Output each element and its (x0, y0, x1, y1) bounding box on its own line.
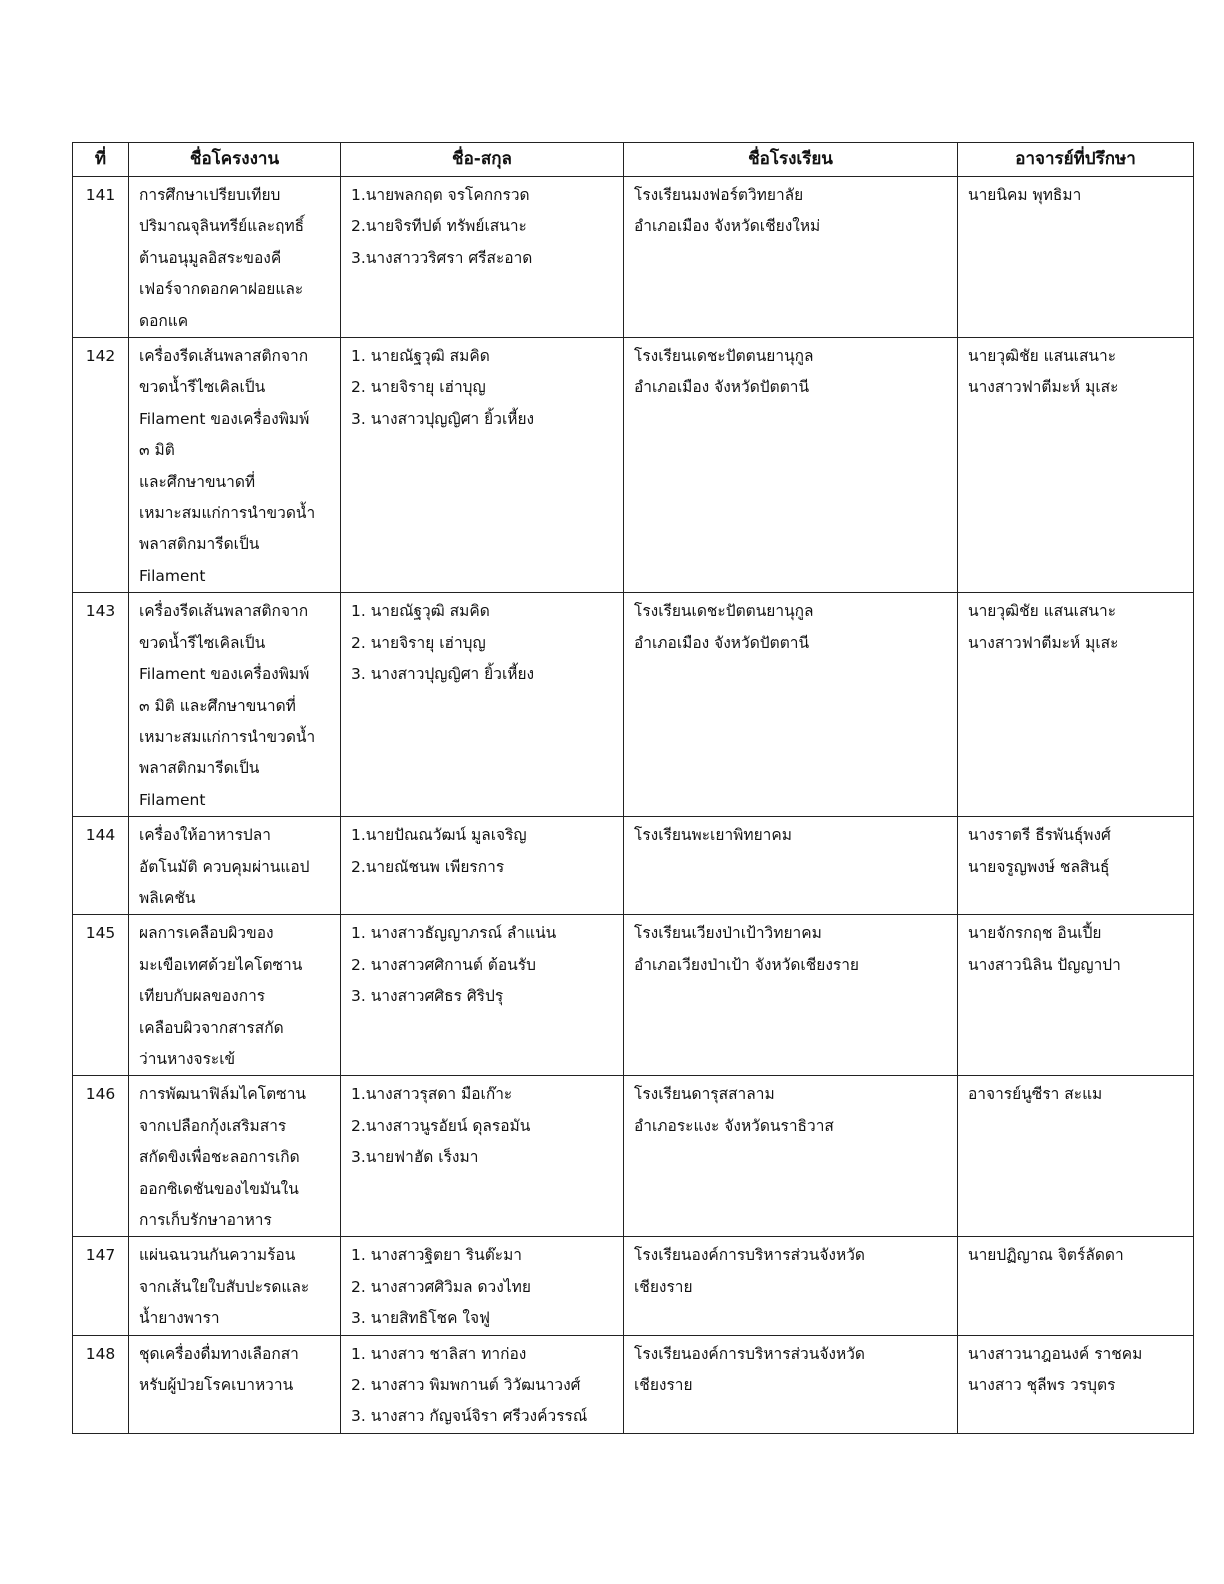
cell-text-line: สกัดขิงเพื่อชะลอการเกิด (139, 1148, 300, 1167)
cell-text-line: โรงเรียนพะเยาพิทยาคม (634, 826, 792, 845)
cell-text-line: เหมาะสมแก่การนำขวดน้ำ (139, 504, 316, 523)
cell-text-line: เครื่องรีดเส้นพลาสติกจาก (139, 347, 309, 366)
school-name-cell (624, 1237, 958, 1335)
school-name-cell (624, 817, 958, 915)
cell-text-line: อำเภอเมือง จังหวัดปัตตานี (634, 633, 810, 652)
advisor-cell (958, 1237, 1194, 1335)
student-names-cell (341, 1237, 624, 1335)
cell-text-line: โรงเรียนเดชะปัตตนยานุกูล (634, 347, 814, 366)
cell-text-line: นายวุฒิชัย แสนเสนาะ (968, 602, 1117, 621)
cell-text-line: 1. นางสาวฐิตยา รินต๊ะมา (351, 1246, 523, 1265)
cell-text-line: นายนิคม พุทธิมา (968, 186, 1082, 204)
project-name-cell (129, 817, 341, 915)
cell-text-line: ว่านหางจระเข้ (139, 1049, 236, 1068)
cell-text-line: นายจรูญพงษ์ ชลสินธุ์ (968, 857, 1110, 876)
project-name-cell (129, 593, 341, 817)
cell-text-line: อำเภอเวียงป่าเป้า จังหวัดเชียงราย (634, 955, 860, 974)
cell-text-line: 2. นายจิรายุ เฮ่าบุญ (351, 378, 486, 397)
cell-text-line: ต้านอนุมูลอิสระของคี (139, 248, 282, 267)
cell-text-line: 2.นายณัชนพ เพียรการ (351, 857, 505, 876)
header-project-name: ชื่อโครงงาน (129, 143, 341, 177)
advisor-cell (958, 817, 1194, 915)
header-advisor: อาจารย์ที่ปรึกษา (958, 143, 1194, 177)
cell-text-line: นางสาวนาฎอนงค์ ราชคม (968, 1344, 1143, 1363)
row-number-cell: 147 (73, 1237, 129, 1335)
cell-text-line: โรงเรียนดารุสสาลาม (634, 1085, 775, 1104)
cell-text-line: นายจักรกฤช อินเปี้ย (968, 924, 1102, 943)
cell-text-line: การศึกษาเปรียบเทียบ (139, 186, 281, 204)
cell-text-line: 3. นางสาวปุญญิศา ยิ้วเหี้ยง (351, 409, 535, 428)
cell-text-line: โรงเรียนองค์การบริหารส่วนจังหวัด (634, 1344, 865, 1363)
school-name-cell (624, 177, 958, 338)
student-names-cell (341, 177, 624, 338)
cell-text-line: 2. นางสาว พิมพกานต์ วิวัฒนาวงศ์ (351, 1376, 581, 1395)
cell-text-line: พลาสติกมารีดเป็น (139, 535, 260, 554)
cell-text-line: พลาสติกมารีดเป็น (139, 759, 260, 778)
advisor-cell (958, 338, 1194, 593)
cell-text-line: 2. นางสาวศศิกานต์ ต้อนรับ (351, 955, 536, 974)
project-name-cell (129, 915, 341, 1076)
row-number-cell: 144 (73, 817, 129, 915)
cell-text-line: น้ำยางพารา (139, 1309, 220, 1328)
cell-text-line: นางสาว ชุลีพร วรบุตร (968, 1376, 1116, 1395)
cell-text-line: Filament ของเครื่องพิมพ์ (139, 409, 310, 428)
table-row (73, 1076, 1194, 1237)
cell-text-line: นายวุฒิชัย แสนเสนาะ (968, 347, 1117, 366)
cell-text-line: 1. นางสาว ชาลิสา ทาก่อง (351, 1344, 527, 1363)
school-name-cell (624, 338, 958, 593)
project-name-cell (129, 1076, 341, 1237)
cell-text-line: 3. นางสาว กัญจน์จิรา ศรีวงค์วรรณ์ (351, 1407, 588, 1426)
table-body (73, 177, 1194, 1434)
cell-text-line: แผ่นฉนวนกันความร้อน (139, 1246, 296, 1265)
table-row (73, 177, 1194, 338)
cell-text-line: Filament (139, 790, 206, 809)
advisor-cell (958, 593, 1194, 817)
project-name-cell (129, 1237, 341, 1335)
cell-text-line: ผลการเคลือบผิวของ (139, 924, 274, 943)
header-number: ที่ (73, 143, 129, 177)
cell-text-line: ปริมาณจุลินทรีย์และฤทธิ์ (139, 217, 305, 236)
cell-text-line: ๓ มิติ (139, 441, 175, 460)
cell-text-line: เครื่องรีดเส้นพลาสติกจาก (139, 602, 309, 621)
document-page (72, 142, 1193, 1434)
school-name-cell (624, 1335, 958, 1433)
cell-text-line: เหมาะสมแก่การนำขวดน้ำ (139, 727, 316, 746)
row-number-cell: 146 (73, 1076, 129, 1237)
cell-text-line: 3.นางสาววริศรา ศรีสะอาด (351, 248, 533, 267)
cell-text-line: 3. นางสาวศศิธร ศิริปรุ (351, 987, 504, 1006)
cell-text-line: มะเขือเทศด้วยไคโตซาน (139, 955, 303, 974)
cell-text-line: หรับผู้ป่วยโรคเบาหวาน (139, 1376, 294, 1395)
cell-text-line: เคลือบผิวจากสารสกัด (139, 1018, 284, 1037)
cell-text-line: นายปฏิญาณ จิตร์ลัดดา (968, 1246, 1124, 1265)
student-names-cell (341, 1335, 624, 1433)
school-name-cell (624, 1076, 958, 1237)
cell-text-line: ขวดน้ำรีไซเคิลเป็น (139, 378, 266, 397)
student-names-cell (341, 817, 624, 915)
cell-text-line: Filament (139, 566, 206, 585)
cell-text-line: เครื่องให้อาหารปลา (139, 826, 271, 845)
cell-text-line: ชุดเครื่องดื่มทางเลือกสา (139, 1344, 299, 1363)
cell-text-line: 3. นายสิทธิโชค ใจฟู (351, 1309, 491, 1328)
row-number-cell: 148 (73, 1335, 129, 1433)
table-row (73, 338, 1194, 593)
cell-text-line: เทียบกับผลของการ (139, 987, 266, 1006)
row-number-cell: 145 (73, 915, 129, 1076)
cell-text-line: 1.นายพลกฤต จรโคกกรวด (351, 186, 530, 204)
student-names-cell (341, 593, 624, 817)
table-row (73, 1335, 1194, 1433)
advisor-cell (958, 177, 1194, 338)
project-name-cell (129, 1335, 341, 1433)
project-name-cell (129, 177, 341, 338)
cell-text-line: เชียงราย (634, 1376, 693, 1395)
project-name-cell (129, 338, 341, 593)
cell-text-line: การพัฒนาฟิล์มไคโตซาน (139, 1085, 306, 1104)
table-row (73, 817, 1194, 915)
cell-text-line: อาจารย์นูซีรา สะแม (968, 1085, 1103, 1104)
cell-text-line: นางสาวนิลิน ปัญญาปา (968, 955, 1121, 974)
cell-text-line: โรงเรียนเวียงป่าเป้าวิทยาคม (634, 924, 822, 943)
cell-text-line: จากเส้นใยใบสับปะรดและ (139, 1277, 310, 1296)
header-student-names: ชื่อ-สกุล (341, 143, 624, 177)
cell-text-line: 2. นายจิรายุ เฮ่าบุญ (351, 633, 486, 652)
cell-text-line: 1. นางสาวธัญญาภรณ์ ลำแน่น (351, 924, 557, 943)
cell-text-line: ๓ มิติ และศึกษาขนาดที่ (139, 696, 296, 715)
student-names-cell (341, 338, 624, 593)
cell-text-line: 3. นางสาวปุญญิศา ยิ้วเหี้ยง (351, 665, 535, 684)
school-name-cell (624, 915, 958, 1076)
cell-text-line: อำเภอระแงะ จังหวัดนราธิวาส (634, 1116, 834, 1135)
cell-text-line: 2. นางสาวศศิวิมล ดวงไทย (351, 1277, 531, 1296)
row-number-cell: 143 (73, 593, 129, 817)
table-row (73, 915, 1194, 1076)
cell-text-line: โรงเรียนเดชะปัตตนยานุกูล (634, 602, 814, 621)
cell-text-line: 2.นายจิรทีปต์ ทรัพย์เสนาะ (351, 217, 527, 236)
header-school-name: ชื่อโรงเรียน (624, 143, 958, 177)
table-row (73, 593, 1194, 817)
cell-text-line: พลิเคชัน (139, 888, 196, 907)
row-number-cell: 141 (73, 177, 129, 338)
advisor-cell (958, 915, 1194, 1076)
cell-text-line: เชียงราย (634, 1277, 693, 1296)
school-name-cell (624, 593, 958, 817)
cell-text-line: นางราตรี ธีรพันธุ์พงศ์ (968, 826, 1111, 845)
cell-text-line: 2.นางสาวนูรอัยน์ ดุลรอมัน (351, 1116, 531, 1135)
cell-text-line: การเก็บรักษาอาหาร (139, 1211, 272, 1229)
cell-text-line: โรงเรียนองค์การบริหารส่วนจังหวัด (634, 1246, 865, 1265)
advisor-cell (958, 1076, 1194, 1237)
table-header-row (73, 143, 1194, 177)
cell-text-line: 1.นางสาวรุสดา มือเก๊าะ (351, 1085, 513, 1104)
cell-text-line: ดอกแค (139, 311, 189, 330)
cell-text-line: 1. นายณัฐวุฒิ สมคิด (351, 347, 490, 366)
table-row (73, 1237, 1194, 1335)
cell-text-line: และศึกษาขนาดที่ (139, 472, 256, 491)
cell-text-line: ขวดน้ำรีไซเคิลเป็น (139, 633, 266, 652)
cell-text-line: นางสาวฟาตีมะห์ มุเสะ (968, 378, 1119, 397)
cell-text-line: เฟอร์จากดอกคาฝอยและ (139, 280, 304, 299)
student-names-cell (341, 1076, 624, 1237)
student-names-cell (341, 915, 624, 1076)
cell-text-line: อำเภอเมือง จังหวัดเชียงใหม่ (634, 217, 821, 236)
cell-text-line: Filament ของเครื่องพิมพ์ (139, 665, 310, 684)
cell-text-line: 1.นายปัณณวัฒน์ มูลเจริญ (351, 826, 527, 845)
cell-text-line: โรงเรียนมงฟอร์ตวิทยาลัย (634, 186, 804, 204)
cell-text-line: 3.นายฟาฮัด เร็งมา (351, 1148, 479, 1167)
cell-text-line: อำเภอเมือง จังหวัดปัตตานี (634, 378, 810, 397)
cell-text-line: อัตโนมัติ ควบคุมผ่านแอป (139, 857, 310, 876)
cell-text-line: นางสาวฟาตีมะห์ มุเสะ (968, 633, 1119, 652)
cell-text-line: ออกซิเดชันของไขมันใน (139, 1179, 299, 1198)
cell-text-line: จากเปลือกกุ้งเสริมสาร (139, 1116, 287, 1135)
project-roster-table (72, 142, 1194, 1434)
advisor-cell (958, 1335, 1194, 1433)
cell-text-line: 1. นายณัฐวุฒิ สมคิด (351, 602, 490, 621)
row-number-cell: 142 (73, 338, 129, 593)
